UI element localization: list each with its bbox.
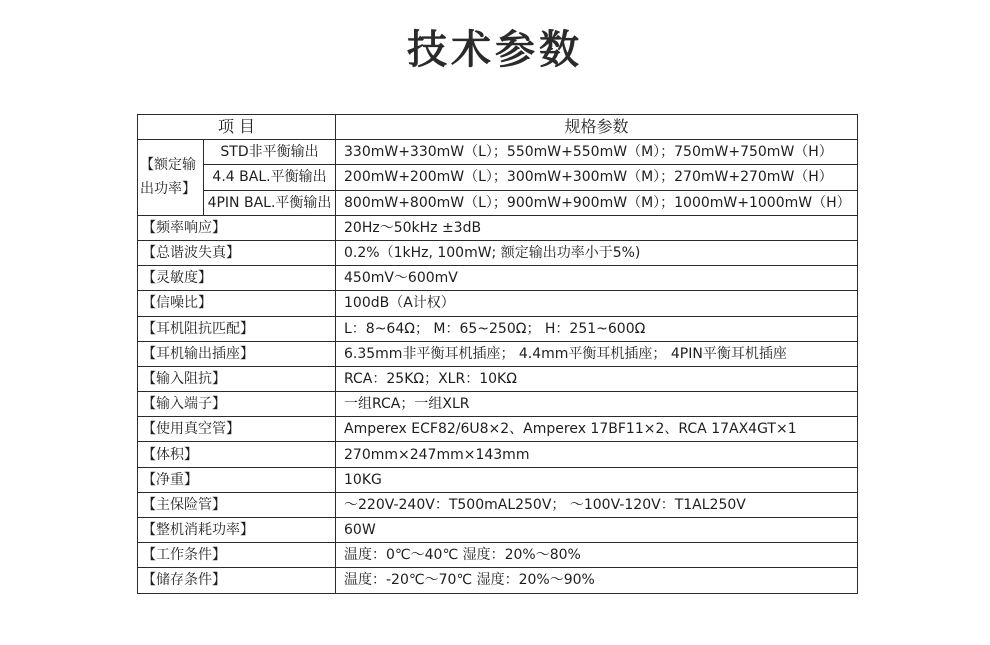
row-value: 10KG <box>336 467 858 492</box>
output-value: 330mW+330mW（L）；550mW+550mW（M）；750mW+750mW（H） <box>336 140 858 165</box>
table-row <box>138 165 858 190</box>
row-value: 20Hz～50kHz ±3dB <box>336 215 858 240</box>
row-value: L：8~64Ω； M：65~250Ω； H：251~600Ω <box>336 316 858 341</box>
output-sub-label: STD非平衡输出 <box>204 140 336 165</box>
row-label: 【使用真空管】 <box>138 417 336 442</box>
output-value: 800mW+800mW（L）；900mW+900mW（M）；1000mW+1000mW（H） <box>336 190 858 215</box>
row-label: 【频率响应】 <box>138 215 336 240</box>
row-label: 【总谐波失真】 <box>138 240 336 265</box>
output-sub-label: 4.4 BAL.平衡输出 <box>204 165 336 190</box>
table-row <box>138 215 858 240</box>
row-value: 270mm×247mm×143mm <box>336 442 858 467</box>
row-value: RCA：25KΩ；XLR：10KΩ <box>336 366 858 391</box>
row-label: 【耳机输出插座】 <box>138 341 336 366</box>
table-header-row <box>138 115 858 140</box>
table-row <box>138 543 858 568</box>
row-label: 【净重】 <box>138 467 336 492</box>
row-value: 450mV～600mV <box>336 266 858 291</box>
table-row <box>138 518 858 543</box>
row-value: 6.35mm非平衡耳机插座； 4.4mm平衡耳机插座； 4PIN平衡耳机插座 <box>336 341 858 366</box>
header-spec: 规格参数 <box>336 115 858 140</box>
table-row <box>138 240 858 265</box>
table-row <box>138 291 858 316</box>
table-row <box>138 266 858 291</box>
row-label: 【整机消耗功率】 <box>138 518 336 543</box>
row-value: 温度：-20℃～70℃ 湿度：20%～90% <box>336 568 858 593</box>
row-label: 【工作条件】 <box>138 543 336 568</box>
output-value: 200mW+200mW（L）；300mW+300mW（M）；270mW+270mW（H） <box>336 165 858 190</box>
row-value: 0.2%（1kHz, 100mW; 额定输出功率小于5%) <box>336 240 858 265</box>
row-value: 100dB（A计权） <box>336 291 858 316</box>
table-row <box>138 140 858 165</box>
table-row <box>138 467 858 492</box>
table-row <box>138 316 858 341</box>
row-label: 【耳机阻抗匹配】 <box>138 316 336 341</box>
row-value: Amperex ECF82/6U8×2、Amperex 17BF11×2、RCA 17AX4GT×1 <box>336 417 858 442</box>
spec-table <box>137 114 858 594</box>
header-item: 项 目 <box>138 115 336 140</box>
table-row <box>138 366 858 391</box>
table-row <box>138 442 858 467</box>
row-label: 【主保险管】 <box>138 492 336 517</box>
table-row <box>138 568 858 593</box>
row-value: 一组RCA；一组XLR <box>336 392 858 417</box>
row-label: 【体积】 <box>138 442 336 467</box>
page-title: 技术参数 <box>407 27 583 73</box>
table-row <box>138 190 858 215</box>
row-value: ～220V-240V：T500mAL250V； ～100V-120V：T1AL250V <box>336 492 858 517</box>
row-value: 60W <box>336 518 858 543</box>
row-label: 【输入阻抗】 <box>138 366 336 391</box>
row-label: 【输入端子】 <box>138 392 336 417</box>
table-row <box>138 392 858 417</box>
row-label: 【灵敏度】 <box>138 266 336 291</box>
table-row <box>138 341 858 366</box>
output-sub-label: 4PIN BAL.平衡输出 <box>204 190 336 215</box>
output-power-label: 【额定输出功率】 <box>138 140 204 216</box>
row-value: 温度：0℃～40℃ 湿度：20%～80% <box>336 543 858 568</box>
row-label: 【储存条件】 <box>138 568 336 593</box>
table-row <box>138 492 858 517</box>
row-label: 【信噪比】 <box>138 291 336 316</box>
table-row <box>138 417 858 442</box>
